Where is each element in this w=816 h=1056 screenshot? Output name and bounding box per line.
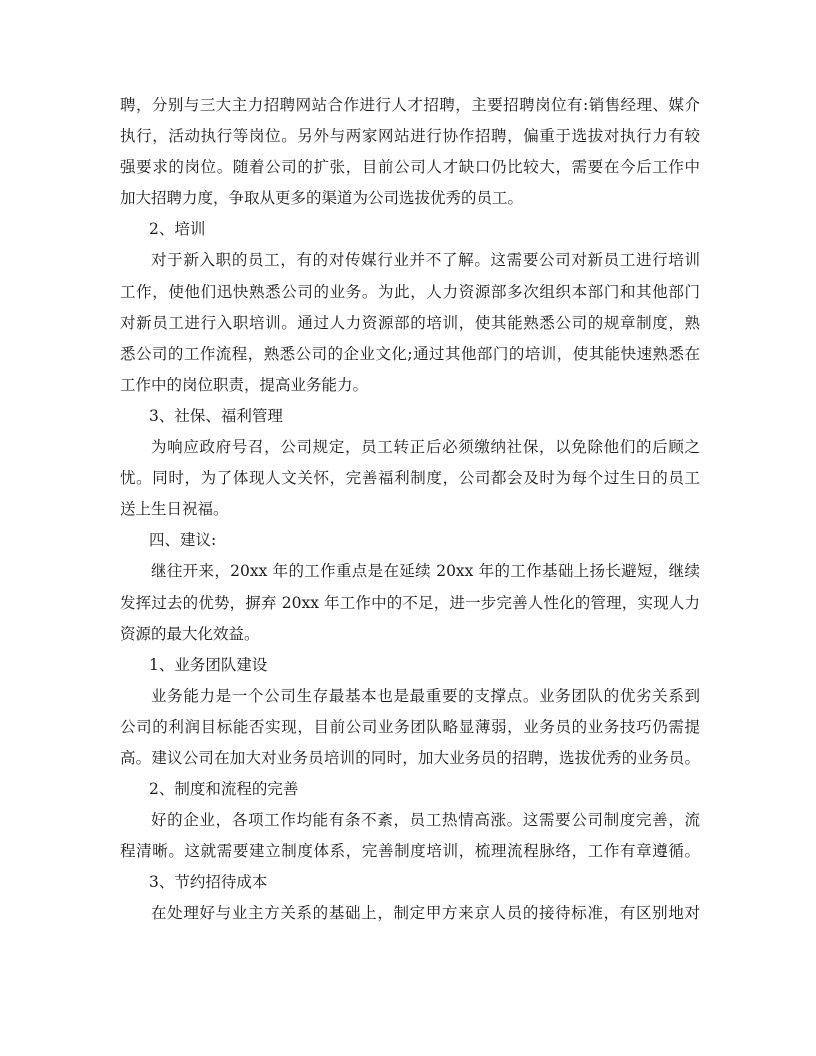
section-heading-process: 2、制度和流程的完善 — [149, 780, 299, 799]
text-line: 公司的利润目标能否实现，目前公司业务团队略显薄弱，业务员的业务技巧仍需提 — [120, 717, 700, 736]
paragraph-welfare — [120, 432, 700, 525]
text-line: 对于新入职的员工，有的对传媒行业并不了解。这需要公司对新员工进行培训 — [151, 251, 700, 270]
text-line: 加大招聘力度，争取从更多的渠道为公司选拔优秀的员工。 — [120, 189, 524, 208]
text-line: 执行，活动执行等岗位。另外与两家网站进行协作招聘，偏重于选拔对执行力有较 — [120, 127, 700, 146]
paragraph-cost — [120, 898, 700, 929]
text-line: 强要求的岗位。随着公司的扩张，目前公司人才缺口仍比较大，需要在今后工作中 — [120, 158, 700, 177]
text-line: 在处理好与业主方关系的基础上，制定甲方来京人员的接待标准，有区别地对 — [151, 904, 700, 923]
text-line: 继往开来，20xx 年的工作重点是在延续 20xx 年的工作基础上扬长避短，继续 — [151, 562, 700, 581]
text-line: 工作，使他们迅快熟悉公司的业务。为此，人力资源部多次组织本部门和其他部门 — [120, 282, 700, 301]
text-line: 送上生日祝福。 — [120, 500, 229, 519]
paragraph-process — [120, 805, 700, 867]
section-heading-training: 2、培训 — [149, 220, 206, 239]
paragraph-training — [120, 245, 700, 400]
text-line: 对新员工进行入职培训。通过人力资源部的培训，使其能熟悉公司的规章制度，熟 — [120, 313, 700, 332]
paragraph-team — [120, 681, 700, 774]
section-heading-team: 1、业务团队建设 — [149, 655, 268, 674]
paragraph-recruitment — [120, 90, 700, 214]
text-line: 高。建议公司在加大对业务员培训的同时，加大业务员的招聘，选拔优秀的业务员。 — [120, 748, 700, 767]
text-line: 忧。同时，为了体现人文关怀，完善福利制度，公司都会及时为每个过生日的员工 — [120, 469, 700, 488]
section-heading-cost: 3、节约招待成本 — [149, 873, 268, 892]
text-line: 好的企业，各项工作均能有条不紊，员工热情高涨。这需要公司制度完善，流 — [151, 811, 700, 830]
paragraph-suggestions — [120, 556, 700, 649]
text-line: 业务能力是一个公司生存最基本也是最重要的支撑点。业务团队的优劣关系到 — [151, 686, 700, 705]
text-line: 为响应政府号召，公司规定，员工转正后必须缴纳社保，以免除他们的后顾之 — [151, 438, 700, 457]
text-line: 聘，分别与三大主力招聘网站合作进行人才招聘，主要招聘岗位有:销售经理、媒介 — [120, 96, 700, 114]
text-line: 工作中的岗位职责，提高业务能力。 — [120, 375, 369, 394]
text-line: 资源的最大化效益。 — [120, 624, 260, 643]
document-body — [120, 90, 700, 930]
section-heading-welfare: 3、社保、福利管理 — [149, 406, 283, 425]
text-line: 发挥过去的优势，摒弃 20xx 年工作中的不足，进一步完善人性化的管理，实现人力 — [120, 593, 700, 612]
text-line: 悉公司的工作流程，熟悉公司的企业文化;通过其他部门的培训，使其能快速熟悉在 — [120, 344, 700, 363]
text-line: 程清晰。这就需要建立制度体系，完善制度培训，梳理流程脉络，工作有章遵循。 — [120, 842, 700, 861]
section-heading-suggestions: 四、建议: — [149, 531, 217, 550]
